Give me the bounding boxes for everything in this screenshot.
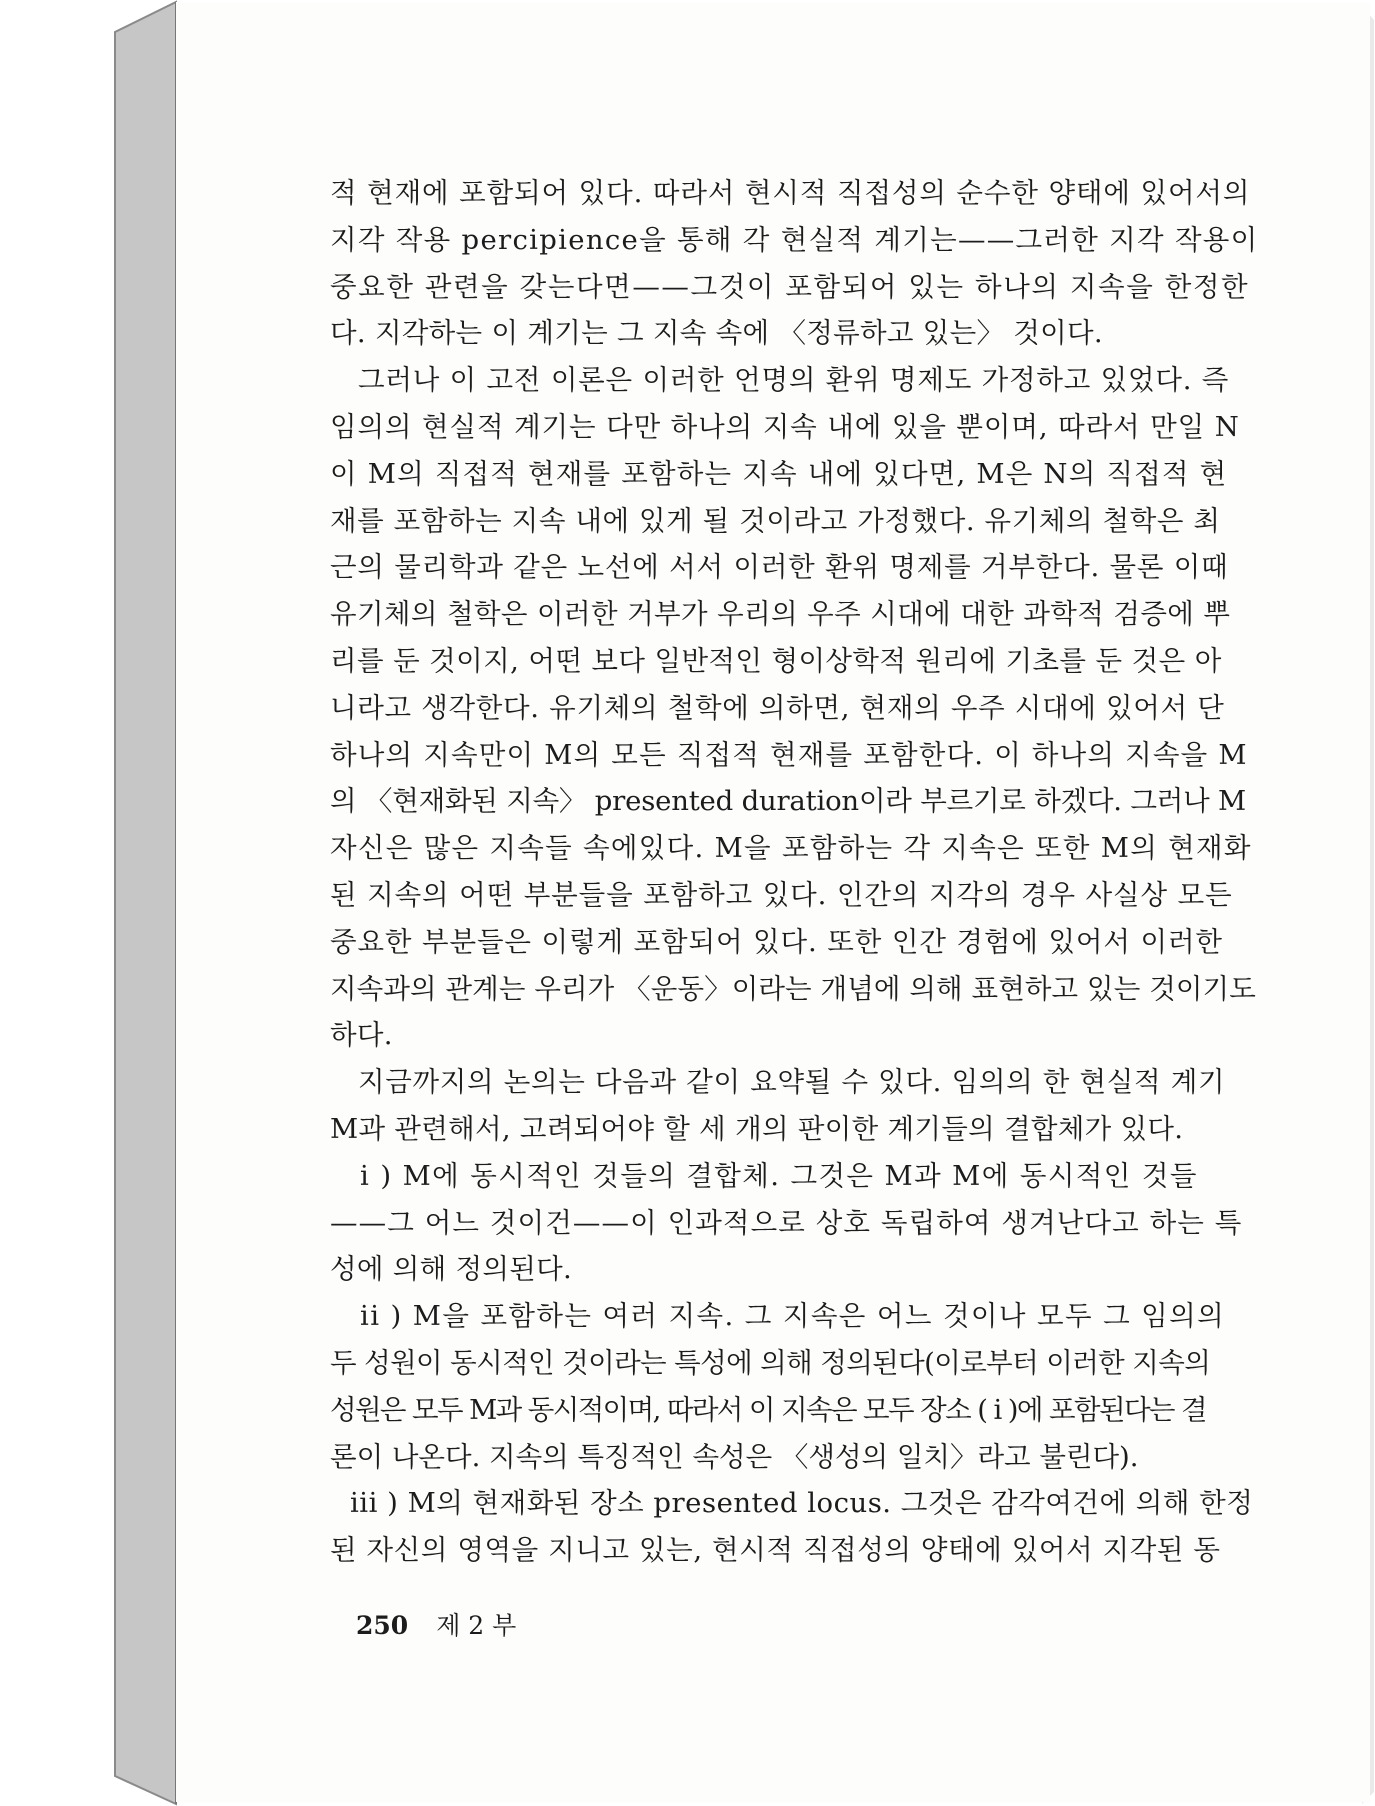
text-line: 지속과의 관계는 우리가 〈운동〉이라는 개념에 의해 표현하고 있는 것이기도: [330, 972, 1256, 1005]
text-line: 유기체의 철학은 이러한 거부가 우리의 우주 시대에 대한 과학적 검증에 뿌: [330, 598, 1231, 631]
page-footer: [356, 1606, 516, 1642]
text-line: 이 M의 직접적 현재를 포함하는 지속 내에 있다면, M은 N의 직접적 현: [330, 457, 1228, 490]
text-line: ——그 어느 것이건——이 인과적으로 상호 독립하여 생겨난다고 하는 특: [330, 1206, 1243, 1239]
part-label: 제 2 부: [436, 1611, 517, 1640]
text-line: 하나의 지속만이 M의 모든 직접적 현재를 포함한다. 이 하나의 지속을 M: [330, 738, 1248, 771]
text-line: 성에 의해 정의된다.: [330, 1253, 573, 1286]
text-line: 중요한 부분들은 이렇게 포함되어 있다. 또한 인간 경험에 있어서 이러한: [330, 925, 1223, 958]
text-line: 니라고 생각한다. 유기체의 철학에 의하면, 현재의 우주 시대에 있어서 단: [330, 691, 1225, 724]
text-line: 하다.: [330, 1019, 393, 1052]
text-line: 두 성원이 동시적인 것이라는 특성에 의해 정의된다(이로부터 이러한 지속의: [330, 1346, 1211, 1379]
text-line: 근의 물리학과 같은 노선에 서서 이러한 환위 명제를 거부한다. 물론 이때: [330, 551, 1229, 584]
text-line: 지각 작용 percipience을 통해 각 현실적 계기는——그러한 지각 작용이: [330, 223, 1259, 256]
text-line: 된 지속의 어떤 부분들을 포함하고 있다. 인간의 지각의 경우 사실상 모든: [330, 878, 1233, 911]
text-line: 성원은 모두 M과 동시적이며, 따라서 이 지속은 모두 장소 ( i )에 포함된다는 결: [330, 1393, 1206, 1426]
text-line: i ) M에 동시적인 것들의 결합체. 그것은 M과 M에 동시적인 것들: [360, 1159, 1198, 1192]
text-line: 다. 지각하는 이 계기는 그 지속 속에 〈정류하고 있는〉 것이다.: [330, 317, 1103, 350]
text-line: 적 현재에 포함되어 있다. 따라서 현시적 직접성의 순수한 양태에 있어서의: [330, 177, 1251, 209]
page-number: 250: [356, 1611, 409, 1640]
text-line: 론이 나온다. 지속의 특징적인 속성은 〈생성의 일치〉라고 불린다).: [330, 1440, 1139, 1473]
text-line: 중요한 관련을 갖는다면——그것이 포함되어 있는 하나의 지속을 한정한: [330, 270, 1250, 303]
text-line: iii ) M의 현재화된 장소 presented locus. 그것은 감각여건에 의해 한정: [350, 1487, 1254, 1520]
text-line: 그러나 이 고전 이론은 이러한 언명의 환위 명제도 가정하고 있었다. 즉: [358, 364, 1230, 397]
text-line: 지금까지의 논의는 다음과 같이 요약될 수 있다. 임의의 한 현실적 계기: [358, 1066, 1226, 1099]
text-line: 임의의 현실적 계기는 다만 하나의 지속 내에 있을 뿐이며, 따라서 만일 N: [330, 410, 1240, 443]
page-body-text: [330, 170, 1259, 1574]
text-line: 재를 포함하는 지속 내에 있게 될 것이라고 가정했다. 유기체의 철학은 최: [330, 504, 1221, 537]
text-line: 자신은 많은 지속들 속에있다. M을 포함하는 각 지속은 또한 M의 현재화: [330, 832, 1252, 865]
text-line: M과 관련해서, 고려되어야 할 세 개의 판이한 계기들의 결합체가 있다.: [330, 1112, 1184, 1145]
text-line: ii ) M을 포함하는 여러 지속. 그 지속은 어느 것이나 모두 그 임의의: [360, 1300, 1226, 1333]
text-line: 의 〈현재화된 지속〉 presented duration이라 부르기로 하겠다. 그러나 M: [330, 785, 1246, 818]
text-line: 리를 둔 것이지, 어떤 보다 일반적인 형이상학적 원리에 기초를 둔 것은 아: [330, 644, 1222, 677]
text-line: 된 자신의 영역을 지니고 있는, 현시적 직접성의 양태에 있어서 지각된 동: [330, 1534, 1221, 1567]
